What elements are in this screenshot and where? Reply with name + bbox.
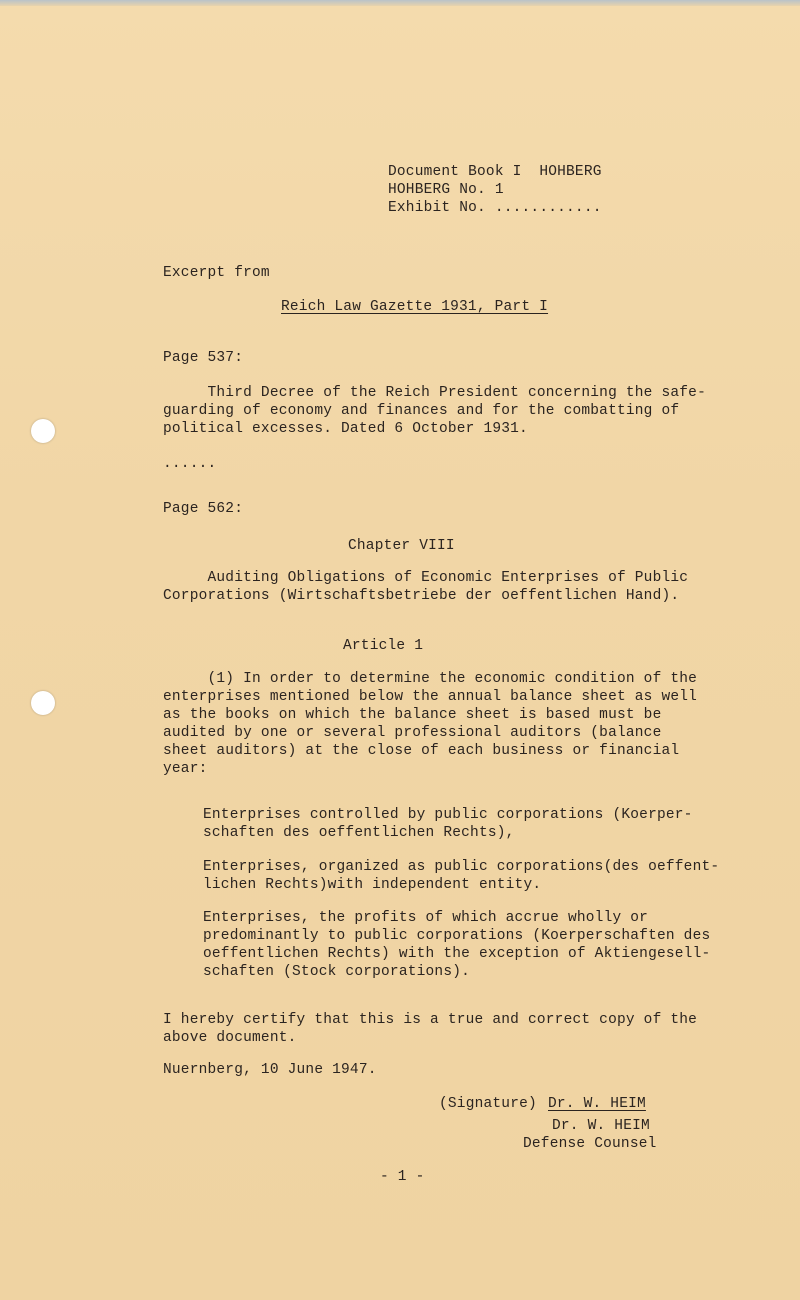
- enterprise-item-line: Enterprises controlled by public corporations (Koerper-: [203, 807, 693, 823]
- enterprise-item-line: Enterprises, organized as public corporations(des oeffent-: [203, 859, 720, 875]
- punch-hole-top: [31, 419, 55, 443]
- counsel-role: Defense Counsel: [523, 1136, 657, 1152]
- article-line: enterprises mentioned below the annual balance sheet as well: [163, 689, 698, 705]
- source-title: Reich Law Gazette 1931, Part I: [281, 299, 549, 315]
- article-line: (1) In order to determine the economic condition of the: [163, 671, 698, 687]
- page-number: - 1 -: [380, 1169, 425, 1185]
- article-line: as the books on which the balance sheet is based must be: [163, 707, 662, 723]
- header-hohberg-no: HOHBERG No. 1: [388, 182, 504, 198]
- signature-name: Dr. W. HEIM: [548, 1096, 646, 1112]
- excerpt-from: Excerpt from: [163, 265, 270, 281]
- header-document-book: Document Book I HOHBERG: [388, 164, 602, 180]
- enterprise-item-line: lichen Rechts)with independent entity.: [203, 877, 542, 893]
- punch-hole-bottom: [31, 691, 55, 715]
- enterprise-item-line: schaften des oeffentlichen Rechts),: [203, 825, 515, 841]
- ellipsis: ......: [163, 456, 217, 472]
- header-exhibit-no: Exhibit No. ............: [388, 200, 602, 216]
- enterprise-item-line: Enterprises, the profits of which accrue wholly or: [203, 910, 649, 926]
- chapter-heading: Chapter VIII: [348, 538, 455, 554]
- chapter-title-line: Corporations (Wirtschaftsbetriebe der oeffentlichen Hand).: [163, 588, 680, 604]
- article-heading: Article 1: [343, 638, 424, 654]
- decree-line: political excesses. Dated 6 October 1931.: [163, 421, 528, 437]
- place-date: Nuernberg, 10 June 1947.: [163, 1062, 377, 1078]
- counsel-name: Dr. W. HEIM: [552, 1118, 650, 1134]
- page-537-label: Page 537:: [163, 350, 244, 366]
- article-line: audited by one or several professional auditors (balance: [163, 725, 662, 741]
- enterprise-item-line: oeffentlichen Rechts) with the exception of Aktiengesell-: [203, 946, 711, 962]
- signature-label: (Signature): [439, 1096, 537, 1112]
- certification-line: I hereby certify that this is a true and correct copy of the: [163, 1012, 698, 1028]
- chapter-title-line: Auditing Obligations of Economic Enterprises of Public: [163, 570, 689, 586]
- page-562-label: Page 562:: [163, 501, 244, 517]
- article-line: sheet auditors) at the close of each business or financial: [163, 743, 680, 759]
- scan-edge: [0, 0, 800, 6]
- decree-line: guarding of economy and finances and for the combatting of: [163, 403, 680, 419]
- certification-line: above document.: [163, 1030, 297, 1046]
- decree-line: Third Decree of the Reich President concerning the safe-: [163, 385, 706, 401]
- enterprise-item-line: schaften (Stock corporations).: [203, 964, 471, 980]
- enterprise-item-line: predominantly to public corporations (Koerperschaften des: [203, 928, 711, 944]
- article-line: year:: [163, 761, 208, 777]
